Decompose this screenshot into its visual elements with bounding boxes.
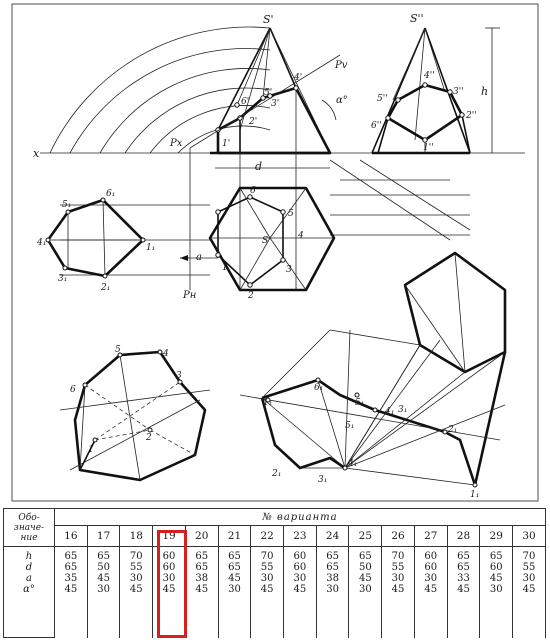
value-h-28: 65 (457, 551, 470, 562)
variant-values-16 (55, 547, 88, 638)
value-d-17: 50 (97, 562, 110, 573)
variant-values-25 (349, 547, 382, 638)
value-alpha-24: 30 (326, 584, 339, 595)
value-d-21: 65 (228, 562, 241, 573)
variant-values-22 (251, 547, 284, 638)
values-row (4, 547, 546, 638)
designation-header: Обо- значе- ние (4, 509, 55, 547)
value-a-29: 45 (489, 573, 503, 584)
value-h-25: 65 (358, 551, 372, 562)
label-top-4: 4 (298, 231, 304, 241)
variant-number-24: 24 (316, 526, 349, 547)
variant-values-18 (120, 547, 153, 638)
isometric-view (60, 350, 210, 480)
value-h-24: 65 (326, 551, 339, 562)
value-h-16: 65 (64, 551, 78, 562)
label-top-s: S (262, 236, 269, 246)
label-section-4: 4₁ (37, 238, 47, 248)
variant-number-22: 22 (251, 526, 284, 547)
value-alpha-25: 30 (358, 584, 372, 595)
label-dev-2: 2₁ (448, 425, 458, 435)
value-h-22: 70 (260, 551, 274, 562)
label-h: h (481, 85, 489, 98)
x-axis-label: x (33, 147, 40, 160)
label-section-3: 3₁ (58, 274, 68, 284)
angle-arc (322, 100, 336, 120)
label-dev-5-lower: 5₁ (345, 421, 355, 431)
label-s-prime: S' (263, 13, 274, 26)
variant-number-16: 16 (55, 526, 88, 547)
label-2-prime: 2' (249, 117, 258, 127)
label-section-6: 6₁ (106, 189, 116, 199)
variant-values-21 (218, 547, 251, 638)
variant-values-28 (447, 547, 480, 638)
highlight-variant-20 (157, 530, 187, 638)
value-alpha-18: 45 (129, 584, 143, 595)
value-d-27: 60 (424, 562, 438, 573)
value-h-30: 70 (522, 551, 536, 562)
label-dev-6: 6₁ (314, 383, 324, 393)
label-d: d (255, 160, 263, 173)
symbol-alpha: α° (23, 584, 35, 595)
rotation-arcs (50, 27, 273, 153)
label-top-1: 1 (222, 263, 228, 273)
symbols-column (4, 547, 55, 638)
label-dev-4: 4₁ (385, 407, 395, 417)
value-a-21: 45 (228, 573, 241, 584)
value-a-25: 45 (358, 573, 372, 584)
label-dev-2-lower: 2₁ (272, 469, 282, 479)
variant-number-28: 28 (447, 526, 480, 547)
label-dev-3: 3₁ (398, 405, 408, 415)
variant-number-26: 26 (382, 526, 415, 547)
variant-number-header: № варианта (55, 509, 546, 526)
variant-values-29 (480, 547, 513, 638)
value-d-28: 65 (457, 562, 470, 573)
label-iso-3: 3 (176, 371, 182, 381)
value-d-26: 55 (391, 562, 405, 573)
value-a-23: 30 (293, 573, 307, 584)
value-alpha-26: 45 (391, 584, 405, 595)
value-h-19: 60 (162, 551, 176, 562)
label-dev-5: 5₁ (355, 398, 365, 408)
projection-lines (60, 153, 470, 290)
symbol-a: a (26, 573, 32, 584)
value-alpha-19: 45 (162, 584, 176, 595)
value-d-29: 60 (489, 562, 503, 573)
variants-table-container (3, 508, 546, 638)
value-a-16: 35 (64, 573, 78, 584)
value-a-19: 30 (162, 573, 176, 584)
label-dev-1: 1₁ (263, 398, 273, 408)
label-top-3: 3 (286, 265, 292, 275)
value-d-18: 55 (129, 562, 143, 573)
value-a-30: 30 (522, 573, 536, 584)
development-net (240, 253, 505, 487)
variant-number-25: 25 (349, 526, 382, 547)
label-px: Px (170, 138, 183, 149)
value-alpha-23: 45 (293, 584, 307, 595)
variant-values-27 (414, 547, 447, 638)
label-section-2: 2₁ (101, 283, 111, 293)
label-4-prime: 4' (294, 73, 303, 83)
variant-number-23: 23 (284, 526, 317, 547)
label-s-dprime: S'' (410, 12, 424, 25)
label-1-prime: 1' (222, 139, 231, 149)
label-1-dprime: 1'' (423, 143, 434, 153)
label-3-dprime: 3'' (453, 87, 464, 97)
label-5-prime: 5' (264, 88, 273, 98)
value-d-25: 50 (358, 562, 372, 573)
value-alpha-30: 45 (522, 584, 536, 595)
value-h-29: 65 (489, 551, 503, 562)
value-h-23: 60 (293, 551, 307, 562)
variant-number-21: 21 (218, 526, 251, 547)
value-alpha-16: 45 (64, 584, 78, 595)
variant-values-26 (382, 547, 415, 638)
label-5-dprime: 5'' (377, 94, 388, 104)
value-alpha-28: 45 (457, 584, 470, 595)
label-top-6: 6 (250, 186, 256, 196)
variant-numbers-row (4, 526, 546, 547)
label-section-1: 1₁ (146, 243, 156, 253)
label-2-dprime: 2'' (466, 111, 477, 121)
value-h-27: 60 (424, 551, 438, 562)
value-a-24: 38 (326, 573, 339, 584)
variant-number-30: 30 (513, 526, 546, 547)
label-a: a (196, 252, 202, 263)
label-4-dprime: 4'' (424, 71, 435, 81)
label-6-dprime: 6'' (371, 121, 382, 131)
symbol-h: h (25, 551, 33, 562)
section-true-shape (46, 198, 145, 278)
value-a-17: 45 (97, 573, 110, 584)
label-section-5: 5₁ (62, 200, 72, 210)
value-a-20: 38 (195, 573, 209, 584)
label-pv: Pv (335, 60, 348, 71)
value-h-18: 70 (129, 551, 143, 562)
variant-values-20 (185, 547, 218, 638)
label-3-prime: 3' (271, 99, 280, 109)
cutting-plane-pv (190, 55, 340, 148)
value-a-26: 30 (391, 573, 405, 584)
label-6-prime: 6' (241, 97, 250, 107)
variant-number-29: 29 (480, 526, 513, 547)
variant-number-27: 27 (414, 526, 447, 547)
label-iso-1: 1 (88, 445, 94, 455)
variant-values-24 (316, 547, 349, 638)
value-d-22: 55 (260, 562, 274, 573)
value-d-16: 65 (64, 562, 78, 573)
label-ph: Pн (183, 290, 197, 301)
variant-values-17 (87, 547, 120, 638)
label-dev-4-lower: 4₁ (348, 459, 358, 469)
value-d-20: 65 (195, 562, 209, 573)
variant-values-23 (284, 547, 317, 638)
variant-number-17: 17 (87, 526, 120, 547)
value-a-28: 33 (457, 573, 470, 584)
label-iso-6: 6 (70, 385, 76, 395)
label-dev-1-lower: 1₁ (470, 490, 480, 500)
value-a-18: 30 (129, 573, 143, 584)
value-a-22: 30 (260, 573, 274, 584)
label-iso-5: 5 (115, 345, 121, 355)
label-dev-3-lower: 3₁ (318, 475, 328, 485)
value-h-20: 65 (195, 551, 209, 562)
variant-values-30 (513, 547, 546, 638)
label-alpha: α° (336, 95, 348, 106)
value-h-17: 65 (97, 551, 110, 562)
variants-table (3, 508, 546, 638)
value-a-27: 30 (424, 573, 438, 584)
label-iso-2: 2 (146, 433, 152, 443)
value-alpha-22: 45 (260, 584, 274, 595)
label-top-5: 5 (288, 209, 294, 219)
value-d-30: 55 (522, 562, 536, 573)
variant-number-20: 20 (185, 526, 218, 547)
label-iso-4: 4 (163, 349, 169, 359)
value-h-26: 70 (391, 551, 405, 562)
value-alpha-27: 45 (424, 584, 438, 595)
value-alpha-17: 30 (97, 584, 110, 595)
value-h-21: 65 (228, 551, 241, 562)
value-d-24: 65 (326, 562, 339, 573)
value-d-23: 60 (293, 562, 307, 573)
value-alpha-21: 30 (228, 584, 241, 595)
value-alpha-29: 30 (489, 584, 503, 595)
variant-number-18: 18 (120, 526, 153, 547)
symbol-d: d (25, 562, 33, 573)
label-top-2: 2 (248, 291, 254, 301)
value-alpha-20: 45 (195, 584, 209, 595)
drawing-frame (12, 4, 538, 501)
value-d-19: 60 (162, 562, 176, 573)
variant-number-19: 19 (153, 526, 186, 547)
